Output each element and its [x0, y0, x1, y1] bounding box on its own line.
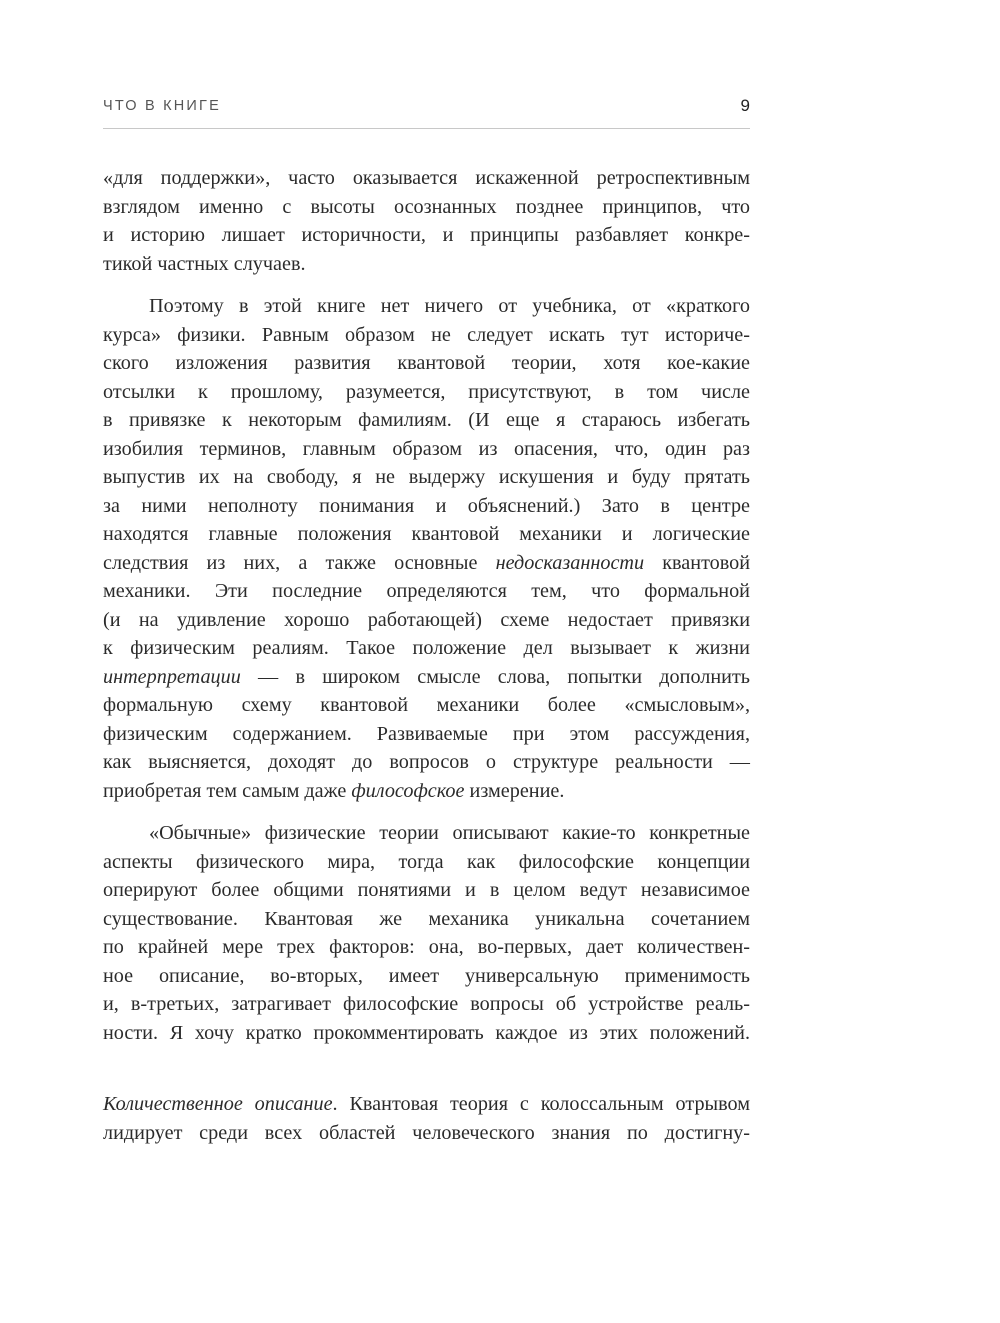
- running-head: [103, 96, 750, 120]
- text-line: за ними неполноту понимания и объяснений.) Зато в центре: [103, 494, 750, 517]
- text-line: и, в-третьих, затрагивает философские вопросы об устройстве реаль-: [103, 993, 750, 1015]
- body-text: [103, 164, 750, 1147]
- text-run: измерение.: [464, 779, 565, 802]
- text-line: механики. Эти последние определяются тем, что формальной: [103, 580, 750, 602]
- text-run: — в широком смысле слова, попытки дополнить: [240, 665, 750, 688]
- text-line: находятся главные положения квантовой механики и логические: [103, 523, 750, 545]
- text-line: формальную схему квантовой механики более «смысловым»,: [103, 694, 750, 716]
- text-line: существование. Квантовая же механика уникальна сочетанием: [103, 907, 750, 930]
- text-line: ности. Я хочу кратко прокомментировать каждое из этих положений.: [103, 1021, 750, 1044]
- emphasis-nedoskazannosti: недосказанности: [495, 551, 645, 574]
- text-line: курса» физики. Равным образом не следует искать тут историче-: [103, 323, 750, 346]
- text-line: ное описание, во-вторых, имеет универсальную применимость: [103, 964, 750, 987]
- paragraph-4-section-quantitative-description: [103, 1090, 750, 1147]
- run-in-heading: Количественное описание: [103, 1093, 333, 1115]
- paragraph-3: [103, 819, 750, 1047]
- running-title: ЧТО В КНИГЕ: [103, 98, 221, 114]
- text-run: квантовой: [644, 551, 751, 574]
- text-line: физическим содержанием. Развиваемые при этом рассуждения,: [103, 722, 750, 745]
- text-line: в привязке к некоторым фамилиям. (И еще я стараюсь избегать: [103, 409, 750, 431]
- paragraph-1: [103, 164, 750, 278]
- text-line: «для поддержки», часто оказывается искаженной ретроспективным: [103, 167, 750, 189]
- text-line: по крайней мере трех факторов: она, во-первых, дает количествен-: [103, 936, 750, 958]
- text-line: взглядом именно с высоты осознанных позднее принципов, что: [103, 195, 750, 218]
- text-line-with-emphasis: [103, 777, 750, 806]
- text-line-with-emphasis: [103, 663, 750, 692]
- text-run: следствия из них, а также основные: [103, 551, 496, 574]
- paragraph-2: [103, 292, 750, 805]
- text-line: лидирует среди всех областей человеческого знания по достигну-: [103, 1121, 750, 1144]
- text-line: оперируют более общими понятиями и в целом ведут независимое: [103, 879, 750, 901]
- text-run: приобретая тем самым даже: [103, 779, 352, 802]
- text-line: Поэтому в этой книге нет ничего от учебника, от «краткого: [149, 295, 750, 317]
- text-line: выпустив их на свободу, я не выдержу искушения и буду прятать: [103, 466, 750, 488]
- text-line: «Обычные» физические теории описывают какие-то конкретные: [149, 822, 750, 844]
- header-divider: [103, 128, 750, 129]
- page-number: 9: [740, 96, 750, 115]
- emphasis-interpretatsii: интерпретации: [103, 665, 241, 688]
- text-run: . Квантовая теория с колоссальным отрывом: [332, 1093, 750, 1115]
- text-line: (и на удивление хорошо работающей) схеме недостает привязки: [103, 608, 750, 631]
- emphasis-filosofskoe: философское: [351, 779, 465, 802]
- text-line: отсылки к прошлому, разумеется, присутствуют, в том числе: [103, 380, 750, 403]
- text-line: и историю лишает историчности, и принципы разбавляет конкре-: [103, 224, 750, 246]
- text-line: ского изложения развития квантовой теории, хотя кое-какие: [103, 352, 750, 374]
- text-line: изобилия терминов, главным образом из опасения, что, один раз: [103, 437, 750, 460]
- text-line-with-emphasis: [103, 549, 750, 578]
- text-line-with-emphasis: [103, 1090, 750, 1119]
- text-line: как выясняется, доходят до вопросов о структуре реальности —: [103, 751, 750, 773]
- text-line: к физическим реалиям. Такое положение дел вызывает к жизни: [103, 637, 750, 659]
- text-line: аспекты физического мира, тогда как философские концепции: [103, 850, 750, 873]
- text-line: тикой частных случаев.: [103, 252, 306, 275]
